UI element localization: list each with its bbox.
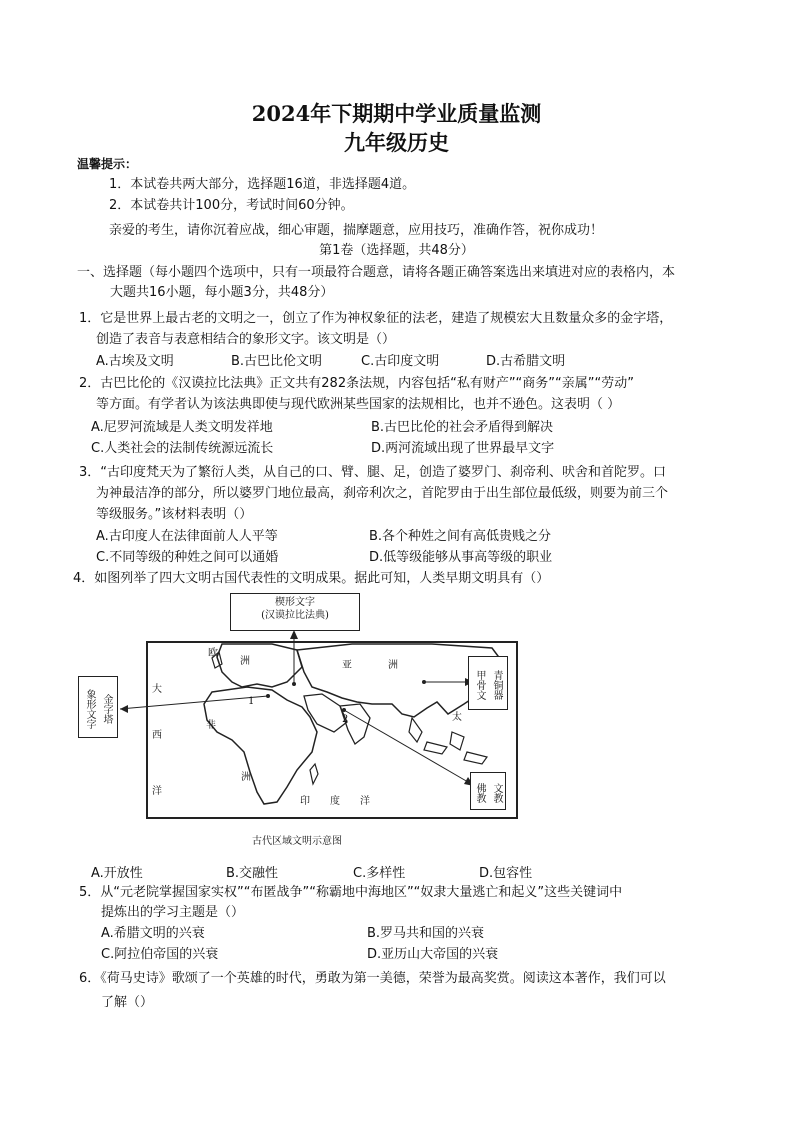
part1-heading: 第1卷（选择题，共48分） [319,243,474,258]
q5-stem-line2: 提炼出的学习主题是（） [101,905,245,920]
label-europe: 欧 [208,648,218,659]
q5-option-a: A.希腊文明的兴衰 [101,926,205,941]
q3-stem-line1: 3．“古印度梵天为了繁衍人类，从自己的口、臂、腿、足，创造了婆罗门、刹帝利、吠舍和首陀罗。口 [79,465,667,480]
q5-option-c: C.阿拉伯帝国的兴衰 [101,947,219,962]
box-hieroglyphs-b: 金字塔 [101,694,112,724]
q2-option-a: A.尼罗河流域是人类文明发祥地 [91,420,273,435]
q6-stem-line1: 6．《荷马史诗》歌颂了一个英雄的时代，勇敢为第一美德，荣誉为最高奖赏。阅读这本著作，我们可以 [79,971,666,986]
map-caption: 古代区域文明示意图 [252,836,342,847]
box-buddhism-b: 文教 [491,782,502,803]
label-africa-2: 洲 [241,772,251,783]
q3-stem-line3: 等级服务。”该材料表明（） [96,507,253,522]
notice-greeting: 亲爱的考生，请你沉着应战，细心审题，揣摩题意，应用技巧，准确作答，祝你成功！ [109,223,604,238]
box-hieroglyphs-a: 象形文字 [84,689,95,729]
q4-option-d: D.包容性 [479,866,533,881]
box-oracle-bones [468,656,508,710]
q3-stem-line2: 为神最洁净的部分，所以婆罗门地位最高，刹帝利次之，首陀罗由于出生部位最低级，则要为前三个 [96,486,669,501]
q3-option-d: D.低等级能够从事高等级的职业 [369,550,553,565]
box-hieroglyphs [78,676,118,738]
notice-item-1: 1．本试卷共两大部分，选择题16道，非选择题4道。 [109,177,416,192]
q5-stem-line1: 5．从“元老院掌握国家实权”“布匿战争”“称霸地中海地区”“奴隶大量逃亡和起义”这些关键词中 [79,885,623,900]
label-europe-2: 洲 [240,656,250,667]
notice-label: 温馨提示： [77,157,138,171]
label-asia: 亚 [342,660,352,671]
q1-option-b: B.古巴比伦文明 [231,354,323,369]
q6-stem-line2: 了解（） [101,995,154,1010]
label-num-2: 2 [342,714,349,725]
q5-option-b: B.罗马共和国的兴衰 [367,926,485,941]
box-cuneiform [230,593,360,631]
label-africa-1: 非 [206,720,216,731]
label-atlantic-3: 洋 [152,786,162,797]
q4-option-a: A.开放性 [91,866,143,881]
q4-option-c: C.多样性 [353,866,406,881]
box-buddhism-a: 佛教 [474,782,485,803]
q4-stem-line1: 4．如图列举了四大文明古国代表性的文明成果。据此可知，人类早期文明具有（） [73,571,550,586]
q2-option-d: D.两河流域出现了世界最早文字 [371,441,555,456]
label-asia-2: 洲 [388,660,398,671]
q1-stem-line2: 创造了表音与表意相结合的象形文字。该文明是（） [96,332,396,347]
q3-option-c: C.不同等级的种姓之间可以通婚 [96,550,279,565]
map-svg [72,592,522,854]
q2-option-b: B.古巴比伦的社会矛盾得到解决 [371,420,554,435]
label-pacific: 太 [452,712,462,723]
ancient-civilizations-map [72,592,522,854]
box-cuneiform-line2: (汉谟拉比法典) [261,610,329,621]
q3-option-a: A.古印度人在法律面前人人平等 [96,529,278,544]
q2-stem-line1: 2．古巴比伦的《汉谟拉比法典》正文共有282条法规，内容包括“私有财产”“商务”“亲属”“劳动” [79,376,634,391]
box-buddhism [470,772,506,810]
section-instruction-line1: 一、选择题（每小题四个选项中，只有一项最符合题意，请将各题正确答案选出来填进对应的表格内，本 [77,265,676,280]
q4-option-b: B.交融性 [226,866,279,881]
exam-title: 2024年下期期中学业质量监测 [251,101,542,126]
arrow-mesopotamia-head [290,630,298,639]
q1-option-a: A.古埃及文明 [96,354,174,369]
box-oracle-a: 甲骨文 [474,670,485,700]
label-indian-ocean: 印 度 洋 [300,796,370,807]
notice-item-2: 2．本试卷共计100分，考试时间60分钟。 [109,198,354,213]
arrow-egypt-head [120,705,128,713]
q1-option-d: D.古希腊文明 [486,354,566,369]
label-num-1: 1 [248,696,255,707]
label-atlantic-1: 大 [152,684,162,695]
section-instruction-line2: 大题共16小题，每小题3分，共48分） [110,285,334,300]
q1-option-c: C.古印度文明 [361,354,440,369]
q1-stem-line1: 1．它是世界上最古老的文明之一，创立了作为神权象征的法老，建造了规模宏大且数量众多的金字塔， [79,311,673,326]
q5-option-d: D.亚历山大帝国的兴衰 [367,947,499,962]
label-atlantic-2: 西 [152,730,162,741]
q2-stem-line2: 等方面。有学者认为该法典即使与现代欧洲某些国家的法规相比，也并不逊色。这表明（ ） [96,397,621,412]
exam-subtitle: 九年级历史 [344,130,449,155]
q2-option-c: C.人类社会的法制传统源远流长 [91,441,274,456]
q3-option-b: B.各个种姓之间有高低贵贱之分 [369,529,552,544]
box-oracle-b: 青铜器 [491,670,502,700]
box-cuneiform-line1: 楔形文字 [275,597,315,608]
